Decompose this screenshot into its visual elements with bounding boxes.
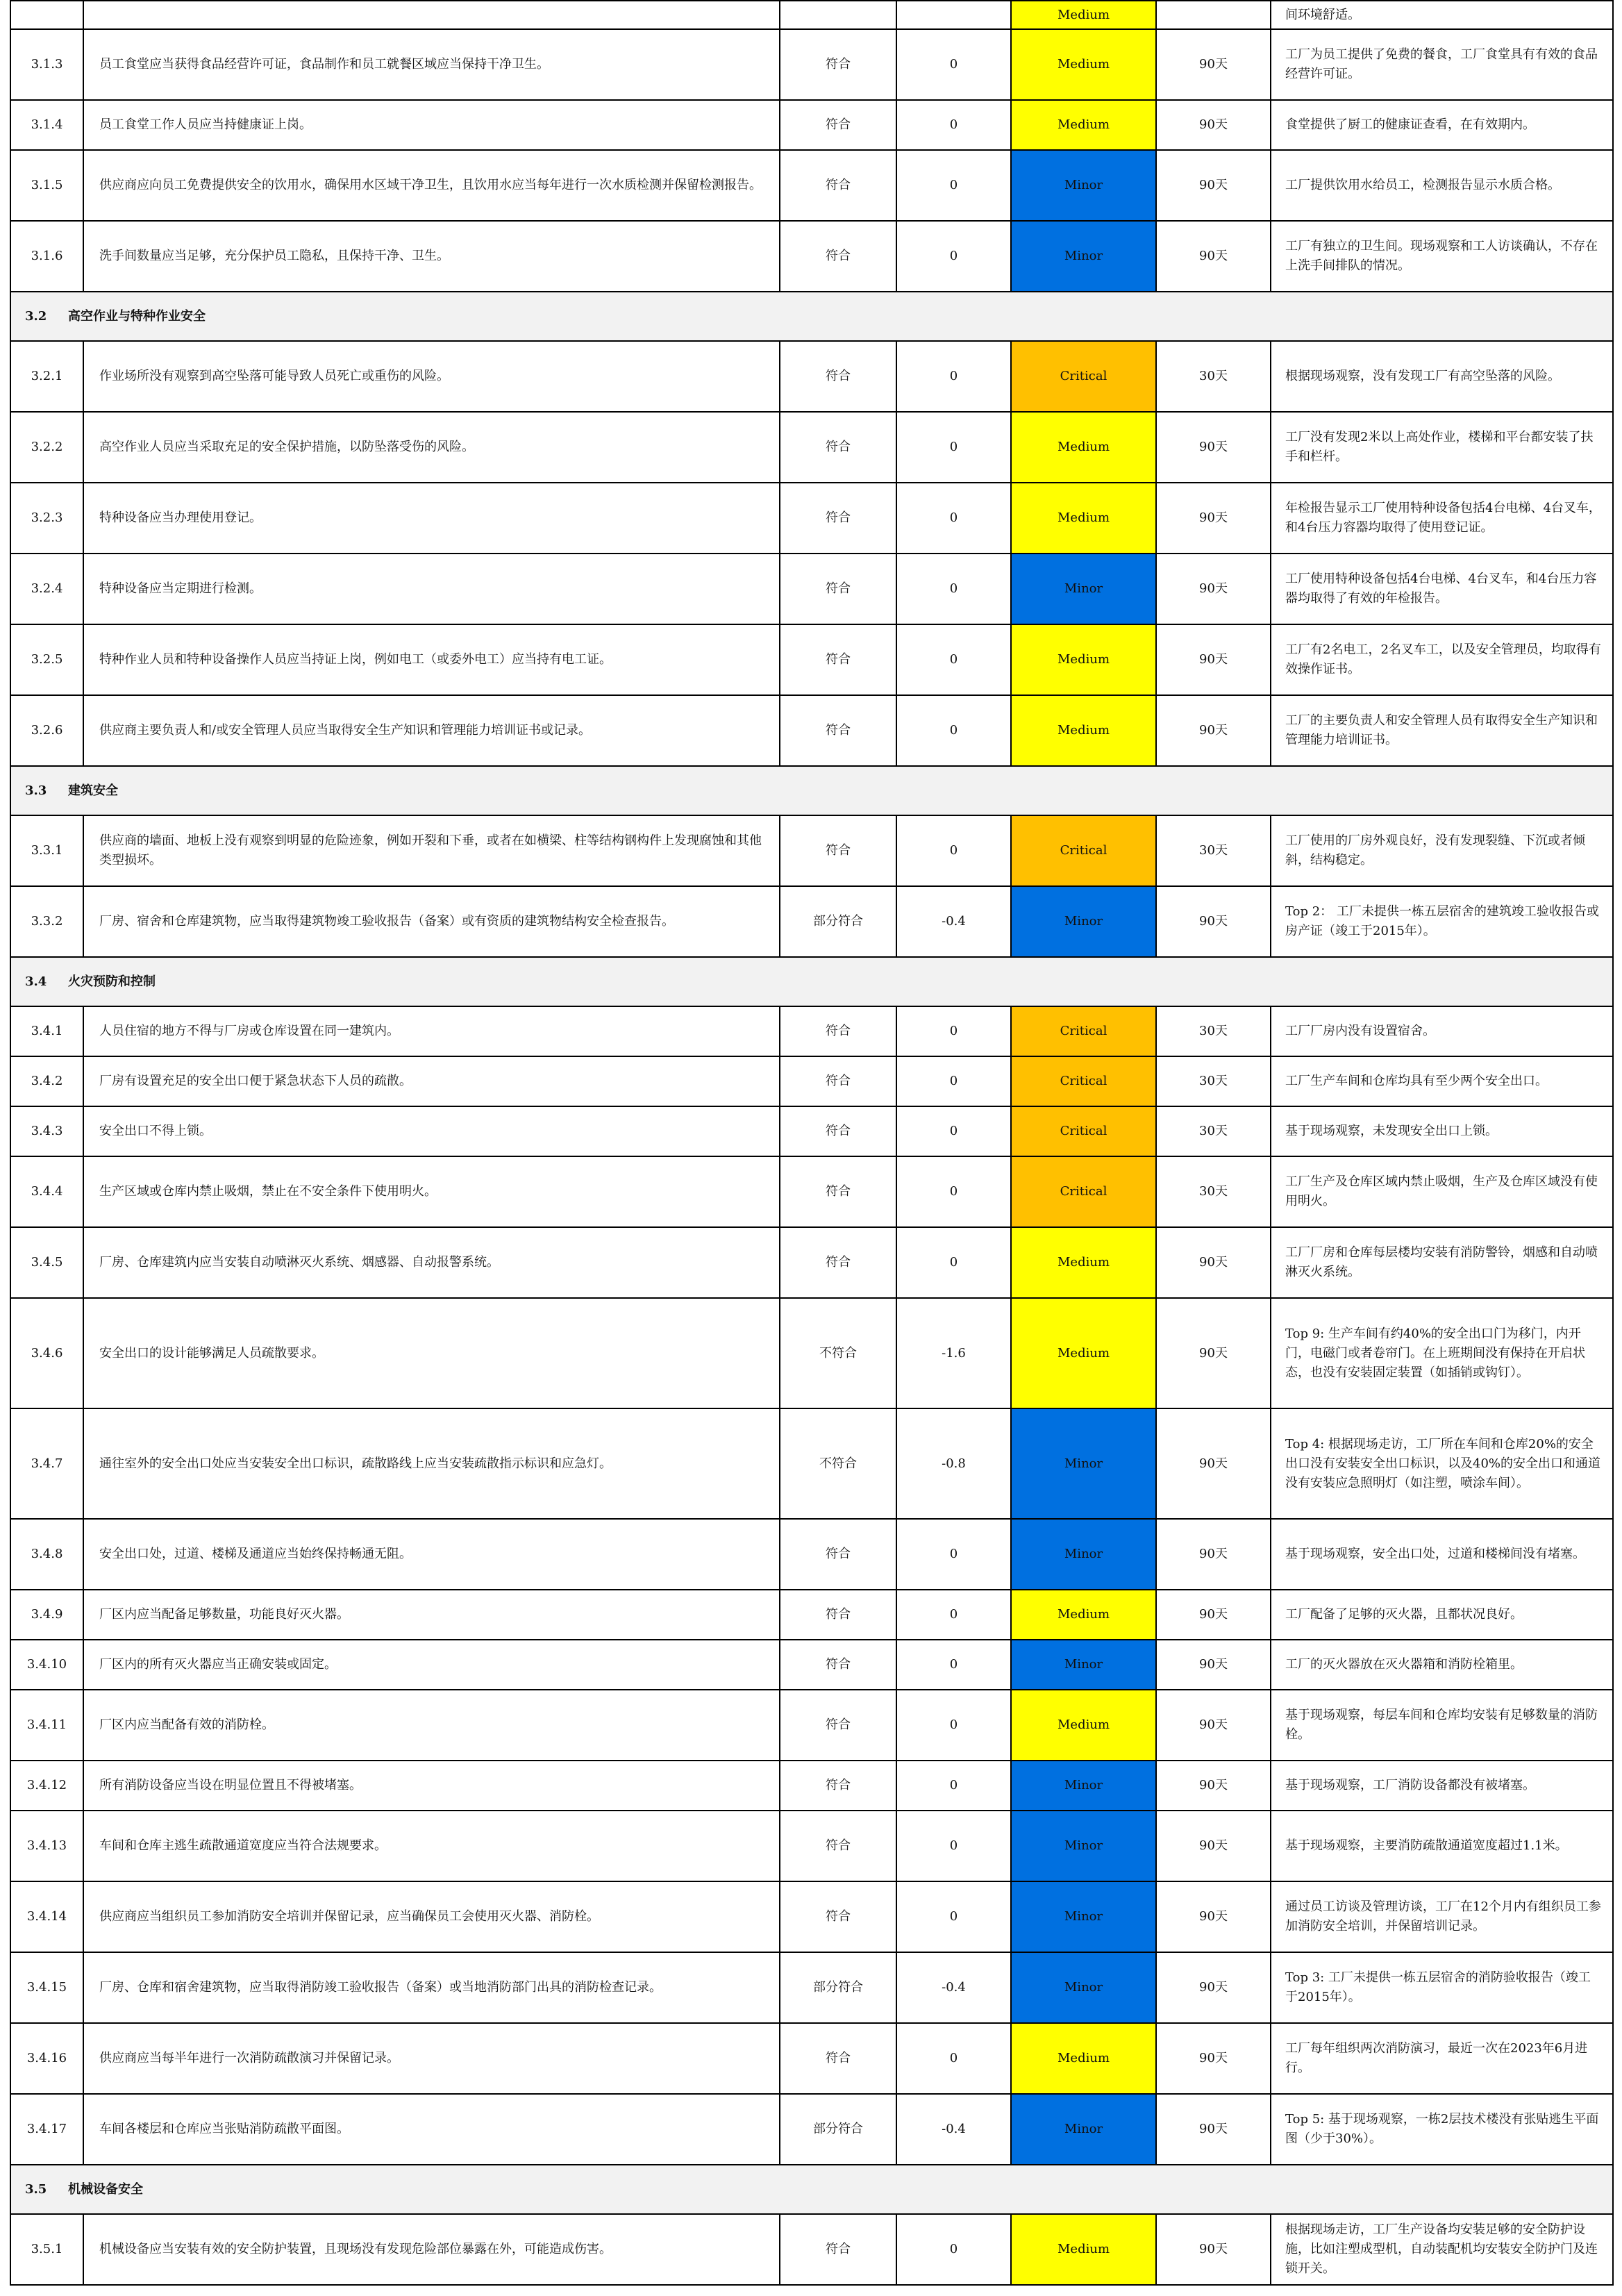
score-cell: 0 xyxy=(896,341,1011,412)
table-row xyxy=(10,1590,1613,1640)
severity-cell: Medium xyxy=(1011,2214,1156,2285)
remark-cell: 工厂生产车间和仓库均具有至少两个安全出口。 xyxy=(1271,1056,1613,1106)
remark-cell: 工厂使用的厂房外观良好，没有发现裂缝、下沉或者倾斜，结构稳定。 xyxy=(1271,815,1613,886)
deadline-cell: 90天 xyxy=(1156,221,1271,292)
severity-cell: Medium xyxy=(1011,100,1156,150)
table-row xyxy=(10,886,1613,957)
score-cell: -0.4 xyxy=(896,1952,1011,2023)
item-number: 3.4.9 xyxy=(10,1590,83,1640)
score-cell: -1.6 xyxy=(896,1298,1011,1408)
item-number: 3.5.1 xyxy=(10,2214,83,2285)
section-header-row xyxy=(10,766,1613,815)
requirement-cell: 特种设备应当办理使用登记。 xyxy=(83,483,780,554)
severity-cell: Medium xyxy=(1011,483,1156,554)
severity-cell: Critical xyxy=(1011,1006,1156,1056)
item-number: 3.2.2 xyxy=(10,412,83,483)
item-number: 3.2.6 xyxy=(10,695,83,766)
requirement-cell: 供应商的墙面、地板上没有观察到明显的危险迹象，例如开裂和下垂，或者在如横梁、柱等结构钢构件上发现腐蚀和其他类型损坏。 xyxy=(83,815,780,886)
table-row xyxy=(10,624,1613,695)
severity-cell: Minor xyxy=(1011,221,1156,292)
item-number: 3.1.4 xyxy=(10,100,83,150)
remark-cell: 工厂厂房内没有设置宿舍。 xyxy=(1271,1006,1613,1056)
table-row xyxy=(10,1056,1613,1106)
score-cell: 0 xyxy=(896,100,1011,150)
score-cell: 0 xyxy=(896,29,1011,100)
item-number: 3.2.1 xyxy=(10,341,83,412)
table-row xyxy=(10,150,1613,221)
deadline-cell: 30天 xyxy=(1156,1156,1271,1227)
score-cell xyxy=(896,1,1011,29)
requirement-cell: 生产区域或仓库内禁止吸烟，禁止在不安全条件下使用明火。 xyxy=(83,1156,780,1227)
requirement-cell: 厂房、仓库和宿舍建筑物，应当取得消防竣工验收报告（备案）或当地消防部门出具的消防检查记录。 xyxy=(83,1952,780,2023)
item-number: 3.2.4 xyxy=(10,554,83,624)
result-cell: 符合 xyxy=(780,221,896,292)
score-cell: 0 xyxy=(896,1761,1011,1811)
severity-cell: Medium xyxy=(1011,624,1156,695)
result-cell: 符合 xyxy=(780,1156,896,1227)
section-number: 3.5 xyxy=(25,2181,47,2197)
severity-cell: Minor xyxy=(1011,1952,1156,2023)
section-header xyxy=(10,957,1613,1006)
table-row xyxy=(10,2023,1613,2094)
table-row xyxy=(10,1156,1613,1227)
section-title: 火灾预防和控制 xyxy=(68,974,156,989)
score-cell: 0 xyxy=(896,1006,1011,1056)
severity-cell: Medium xyxy=(1011,1227,1156,1298)
requirement-cell: 所有消防设备应当设在明显位置且不得被堵塞。 xyxy=(83,1761,780,1811)
deadline-cell: 90天 xyxy=(1156,886,1271,957)
deadline-cell: 90天 xyxy=(1156,695,1271,766)
score-cell: -0.4 xyxy=(896,886,1011,957)
result-cell: 符合 xyxy=(780,1881,896,1952)
score-cell: 0 xyxy=(896,1590,1011,1640)
deadline-cell: 90天 xyxy=(1156,1761,1271,1811)
requirement-cell: 车间和仓库主逃生疏散通道宽度应当符合法规要求。 xyxy=(83,1811,780,1881)
table-row xyxy=(10,554,1613,624)
result-cell: 符合 xyxy=(780,624,896,695)
section-title: 建筑安全 xyxy=(68,783,118,798)
score-cell: 0 xyxy=(896,483,1011,554)
severity-cell: Medium xyxy=(1011,1298,1156,1408)
score-cell: 0 xyxy=(896,2214,1011,2285)
item-number: 3.1.5 xyxy=(10,150,83,221)
deadline-cell: 90天 xyxy=(1156,1640,1271,1690)
requirement-cell: 员工食堂工作人员应当持健康证上岗。 xyxy=(83,100,780,150)
severity-cell: Medium xyxy=(1011,695,1156,766)
table-row xyxy=(10,412,1613,483)
table-row xyxy=(10,1811,1613,1881)
deadline-cell: 90天 xyxy=(1156,1811,1271,1881)
deadline-cell: 90天 xyxy=(1156,1952,1271,2023)
audit-checklist-table xyxy=(10,0,1614,2286)
item-number: 3.2.5 xyxy=(10,624,83,695)
severity-cell: Minor xyxy=(1011,2094,1156,2165)
table-row xyxy=(10,1106,1613,1156)
result-cell: 符合 xyxy=(780,1811,896,1881)
item-number: 3.4.14 xyxy=(10,1881,83,1952)
result-cell: 符合 xyxy=(780,483,896,554)
audit-table-page xyxy=(10,0,1612,2286)
remark-cell: 基于现场观察，安全出口处，过道和楼梯间没有堵塞。 xyxy=(1271,1519,1613,1590)
section-number: 3.4 xyxy=(25,974,47,989)
deadline-cell: 30天 xyxy=(1156,1106,1271,1156)
section-header-row xyxy=(10,957,1613,1006)
table-row xyxy=(10,29,1613,100)
score-cell: 0 xyxy=(896,1640,1011,1690)
item-number: 3.4.10 xyxy=(10,1640,83,1690)
requirement-cell: 供应商主要负责人和/或安全管理人员应当取得安全生产知识和管理能力培训证书或记录。 xyxy=(83,695,780,766)
remark-cell: 工厂有2名电工，2名叉车工，以及安全管理员，均取得有效操作证书。 xyxy=(1271,624,1613,695)
item-number: 3.4.11 xyxy=(10,1690,83,1761)
table-row xyxy=(10,1690,1613,1761)
deadline-cell: 90天 xyxy=(1156,483,1271,554)
deadline-cell: 90天 xyxy=(1156,2023,1271,2094)
deadline-cell: 30天 xyxy=(1156,1006,1271,1056)
item-number: 3.4.7 xyxy=(10,1408,83,1519)
requirement-cell: 安全出口的设计能够满足人员疏散要求。 xyxy=(83,1298,780,1408)
result-cell: 符合 xyxy=(780,1761,896,1811)
remark-cell: 工厂的主要负责人和安全管理人员有取得安全生产知识和管理能力培训证书。 xyxy=(1271,695,1613,766)
table-row xyxy=(10,1519,1613,1590)
result-cell: 符合 xyxy=(780,29,896,100)
remark-cell: 工厂厂房和仓库每层楼均安装有消防警铃，烟感和自动喷淋灭火系统。 xyxy=(1271,1227,1613,1298)
requirement-cell: 高空作业人员应当采取充足的安全保护措施，以防坠落受伤的风险。 xyxy=(83,412,780,483)
result-cell: 符合 xyxy=(780,2023,896,2094)
score-cell: 0 xyxy=(896,695,1011,766)
requirement-cell: 特种作业人员和特种设备操作人员应当持证上岗，例如电工（或委外电工）应当持有电工证。 xyxy=(83,624,780,695)
severity-cell: Minor xyxy=(1011,150,1156,221)
remark-cell: Top 9: 生产车间有约40%的安全出口门为移门，内开门，电磁门或者卷帘门。在上班期间没有保持在开启状态，也没有安装固定装置（如插销或钩钉）。 xyxy=(1271,1298,1613,1408)
result-cell: 符合 xyxy=(780,1227,896,1298)
remark-cell: 根据现场观察，没有发现工厂有高空坠落的风险。 xyxy=(1271,341,1613,412)
deadline-cell: 90天 xyxy=(1156,624,1271,695)
table-row xyxy=(10,1640,1613,1690)
result-cell: 符合 xyxy=(780,2214,896,2285)
requirement-cell: 厂区内应当配备足够数量，功能良好灭火器。 xyxy=(83,1590,780,1640)
section-title: 高空作业与特种作业安全 xyxy=(68,308,206,324)
deadline-cell: 90天 xyxy=(1156,1519,1271,1590)
severity-cell: Minor xyxy=(1011,1881,1156,1952)
result-cell: 不符合 xyxy=(780,1408,896,1519)
requirement-cell: 通往室外的安全出口处应当安装安全出口标识，疏散路线上应当安装疏散指示标识和应急灯。 xyxy=(83,1408,780,1519)
requirement-cell: 洗手间数量应当足够，充分保护员工隐私，且保持干净、卫生。 xyxy=(83,221,780,292)
table-row xyxy=(10,1006,1613,1056)
score-cell: -0.8 xyxy=(896,1408,1011,1519)
table-row xyxy=(10,1881,1613,1952)
table-row xyxy=(10,483,1613,554)
item-number: 3.4.13 xyxy=(10,1811,83,1881)
requirement-cell: 供应商应当每半年进行一次消防疏散演习并保留记录。 xyxy=(83,2023,780,2094)
requirement-cell: 厂区内应当配备有效的消防栓。 xyxy=(83,1690,780,1761)
table-row xyxy=(10,1761,1613,1811)
table-row xyxy=(10,1952,1613,2023)
requirement-cell xyxy=(83,1,780,29)
item-number xyxy=(10,1,83,29)
deadline-cell: 90天 xyxy=(1156,1590,1271,1640)
score-cell: -0.4 xyxy=(896,2094,1011,2165)
score-cell: 0 xyxy=(896,412,1011,483)
result-cell: 符合 xyxy=(780,1519,896,1590)
item-number: 3.3.1 xyxy=(10,815,83,886)
deadline-cell: 90天 xyxy=(1156,2094,1271,2165)
section-header xyxy=(10,2165,1613,2214)
deadline-cell: 90天 xyxy=(1156,1298,1271,1408)
requirement-cell: 厂房、宿舍和仓库建筑物，应当取得建筑物竣工验收报告（备案）或有资质的建筑物结构安全检查报告。 xyxy=(83,886,780,957)
item-number: 3.4.3 xyxy=(10,1106,83,1156)
score-cell: 0 xyxy=(896,815,1011,886)
severity-cell: Critical xyxy=(1011,1156,1156,1227)
remark-cell: Top 5: 基于现场观察，一栋2层技术楼没有张贴逃生平面图（少于30%）。 xyxy=(1271,2094,1613,2165)
deadline-cell: 30天 xyxy=(1156,815,1271,886)
result-cell: 符合 xyxy=(780,412,896,483)
severity-cell: Minor xyxy=(1011,1519,1156,1590)
result-cell xyxy=(780,1,896,29)
table-row xyxy=(10,221,1613,292)
requirement-cell: 供应商应向员工免费提供安全的饮用水，确保用水区域干净卫生，且饮用水应当每年进行一次水质检测并保留检测报告。 xyxy=(83,150,780,221)
requirement-cell: 供应商应当组织员工参加消防安全培训并保留记录，应当确保员工会使用灭火器、消防栓。 xyxy=(83,1881,780,1952)
deadline-cell: 90天 xyxy=(1156,29,1271,100)
table-row xyxy=(10,1298,1613,1408)
deadline-cell: 90天 xyxy=(1156,412,1271,483)
score-cell: 0 xyxy=(896,624,1011,695)
severity-cell: Minor xyxy=(1011,1811,1156,1881)
remark-cell: Top 2： 工厂未提供一栋五层宿舍的建筑竣工验收报告或房产证（竣工于2015年）。 xyxy=(1271,886,1613,957)
item-number: 3.4.6 xyxy=(10,1298,83,1408)
score-cell: 0 xyxy=(896,150,1011,221)
score-cell: 0 xyxy=(896,554,1011,624)
remark-cell: 间环境舒适。 xyxy=(1271,1,1613,29)
result-cell: 符合 xyxy=(780,1006,896,1056)
requirement-cell: 员工食堂应当获得食品经营许可证，食品制作和员工就餐区域应当保持干净卫生。 xyxy=(83,29,780,100)
result-cell: 部分符合 xyxy=(780,2094,896,2165)
requirement-cell: 人员住宿的地方不得与厂房或仓库设置在同一建筑内。 xyxy=(83,1006,780,1056)
remark-cell: 基于现场观察，工厂消防设备都没有被堵塞。 xyxy=(1271,1761,1613,1811)
severity-cell: Critical xyxy=(1011,341,1156,412)
severity-cell: Minor xyxy=(1011,1408,1156,1519)
result-cell: 部分符合 xyxy=(780,886,896,957)
severity-cell: Minor xyxy=(1011,886,1156,957)
severity-cell: Medium xyxy=(1011,1,1156,29)
result-cell: 符合 xyxy=(780,1590,896,1640)
result-cell: 符合 xyxy=(780,150,896,221)
remark-cell: 工厂没有发现2米以上高处作业，楼梯和平台都安装了扶手和栏杆。 xyxy=(1271,412,1613,483)
table-row xyxy=(10,1,1613,29)
remark-cell: 工厂每年组织两次消防演习，最近一次在2023年6月进行。 xyxy=(1271,2023,1613,2094)
deadline-cell: 90天 xyxy=(1156,1408,1271,1519)
deadline-cell: 30天 xyxy=(1156,341,1271,412)
section-title: 机械设备安全 xyxy=(68,2181,143,2197)
section-header-row xyxy=(10,292,1613,341)
remark-cell: 根据现场走访，工厂生产设备均安装足够的安全防护设施，比如注塑成型机，自动装配机均安装安全防护门及连锁开关。 xyxy=(1271,2214,1613,2285)
remark-cell: 食堂提供了厨工的健康证查看，在有效期内。 xyxy=(1271,100,1613,150)
result-cell: 符合 xyxy=(780,341,896,412)
item-number: 3.1.6 xyxy=(10,221,83,292)
item-number: 3.4.17 xyxy=(10,2094,83,2165)
score-cell: 0 xyxy=(896,1056,1011,1106)
deadline-cell: 90天 xyxy=(1156,1881,1271,1952)
table-row xyxy=(10,695,1613,766)
score-cell: 0 xyxy=(896,1106,1011,1156)
table-row xyxy=(10,2094,1613,2165)
remark-cell: 工厂提供饮用水给员工，检测报告显示水质合格。 xyxy=(1271,150,1613,221)
score-cell: 0 xyxy=(896,1811,1011,1881)
result-cell: 部分符合 xyxy=(780,1952,896,2023)
table-row xyxy=(10,1227,1613,1298)
severity-cell: Medium xyxy=(1011,29,1156,100)
section-number: 3.3 xyxy=(25,783,47,798)
result-cell: 符合 xyxy=(780,1640,896,1690)
requirement-cell: 机械设备应当安装有效的安全防护装置，且现场没有发现危险部位暴露在外，可能造成伤害。 xyxy=(83,2214,780,2285)
result-cell: 符合 xyxy=(780,815,896,886)
severity-cell: Critical xyxy=(1011,815,1156,886)
score-cell: 0 xyxy=(896,1690,1011,1761)
score-cell: 0 xyxy=(896,1227,1011,1298)
deadline-cell: 90天 xyxy=(1156,100,1271,150)
deadline-cell: 90天 xyxy=(1156,554,1271,624)
score-cell: 0 xyxy=(896,1156,1011,1227)
section-header-row xyxy=(10,2165,1613,2214)
score-cell: 0 xyxy=(896,221,1011,292)
requirement-cell: 安全出口处，过道、楼梯及通道应当始终保持畅通无阻。 xyxy=(83,1519,780,1590)
table-row xyxy=(10,815,1613,886)
item-number: 3.4.8 xyxy=(10,1519,83,1590)
severity-cell: Medium xyxy=(1011,412,1156,483)
result-cell: 符合 xyxy=(780,1056,896,1106)
table-row xyxy=(10,1408,1613,1519)
requirement-cell: 厂区内的所有灭火器应当正确安装或固定。 xyxy=(83,1640,780,1690)
remark-cell: 工厂使用特种设备包括4台电梯、4台叉车，和4台压力容器均取得了有效的年检报告。 xyxy=(1271,554,1613,624)
severity-cell: Critical xyxy=(1011,1056,1156,1106)
item-number: 3.4.2 xyxy=(10,1056,83,1106)
severity-cell: Minor xyxy=(1011,554,1156,624)
requirement-cell: 车间各楼层和仓库应当张贴消防疏散平面图。 xyxy=(83,2094,780,2165)
table-row xyxy=(10,2214,1613,2285)
result-cell: 符合 xyxy=(780,100,896,150)
requirement-cell: 特种设备应当定期进行检测。 xyxy=(83,554,780,624)
result-cell: 不符合 xyxy=(780,1298,896,1408)
item-number: 3.4.1 xyxy=(10,1006,83,1056)
score-cell: 0 xyxy=(896,1881,1011,1952)
section-header xyxy=(10,766,1613,815)
requirement-cell: 作业场所没有观察到高空坠落可能导致人员死亡或重伤的风险。 xyxy=(83,341,780,412)
severity-cell: Critical xyxy=(1011,1106,1156,1156)
deadline-cell: 90天 xyxy=(1156,150,1271,221)
item-number: 3.1.3 xyxy=(10,29,83,100)
remark-cell: 通过员工访谈及管理访谈，工厂在12个月内有组织员工参加消防安全培训，并保留培训记录。 xyxy=(1271,1881,1613,1952)
remark-cell: Top 3: 工厂未提供一栋五层宿舍的消防验收报告（竣工于2015年）。 xyxy=(1271,1952,1613,2023)
deadline-cell: 90天 xyxy=(1156,1690,1271,1761)
score-cell: 0 xyxy=(896,2023,1011,2094)
remark-cell: 基于现场观察，主要消防疏散通道宽度超过1.1米。 xyxy=(1271,1811,1613,1881)
table-row xyxy=(10,341,1613,412)
result-cell: 符合 xyxy=(780,1690,896,1761)
item-number: 3.4.4 xyxy=(10,1156,83,1227)
remark-cell: 工厂有独立的卫生间。现场观察和工人访谈确认，不存在上洗手间排队的情况。 xyxy=(1271,221,1613,292)
item-number: 3.4.5 xyxy=(10,1227,83,1298)
remark-cell: 工厂为员工提供了免费的餐食，工厂食堂具有有效的食品经营许可证。 xyxy=(1271,29,1613,100)
severity-cell: Minor xyxy=(1011,1640,1156,1690)
deadline-cell: 30天 xyxy=(1156,1056,1271,1106)
item-number: 3.2.3 xyxy=(10,483,83,554)
item-number: 3.4.16 xyxy=(10,2023,83,2094)
severity-cell: Medium xyxy=(1011,1590,1156,1640)
remark-cell: 基于现场观察，未发现安全出口上锁。 xyxy=(1271,1106,1613,1156)
requirement-cell: 厂房有设置充足的安全出口便于紧急状态下人员的疏散。 xyxy=(83,1056,780,1106)
deadline-cell: 90天 xyxy=(1156,1227,1271,1298)
section-header xyxy=(10,292,1613,341)
section-number: 3.2 xyxy=(25,308,47,324)
item-number: 3.4.15 xyxy=(10,1952,83,2023)
severity-cell: Minor xyxy=(1011,1761,1156,1811)
remark-cell: Top 4: 根据现场走访，工厂所在车间和仓库20%的安全出口没有安装安全出口标识，以及40%的安全出口和通道没有安装应急照明灯（如注塑，喷涂车间）。 xyxy=(1271,1408,1613,1519)
severity-cell: Medium xyxy=(1011,2023,1156,2094)
result-cell: 符合 xyxy=(780,695,896,766)
severity-cell: Medium xyxy=(1011,1690,1156,1761)
item-number: 3.4.12 xyxy=(10,1761,83,1811)
score-cell: 0 xyxy=(896,1519,1011,1590)
item-number: 3.3.2 xyxy=(10,886,83,957)
result-cell: 符合 xyxy=(780,554,896,624)
remark-cell: 工厂生产及仓库区域内禁止吸烟，生产及仓库区域没有使用明火。 xyxy=(1271,1156,1613,1227)
table-row xyxy=(10,100,1613,150)
remark-cell: 工厂的灭火器放在灭火器箱和消防栓箱里。 xyxy=(1271,1640,1613,1690)
remark-cell: 工厂配备了足够的灭火器，且都状况良好。 xyxy=(1271,1590,1613,1640)
deadline-cell: 90天 xyxy=(1156,2214,1271,2285)
requirement-cell: 安全出口不得上锁。 xyxy=(83,1106,780,1156)
result-cell: 符合 xyxy=(780,1106,896,1156)
remark-cell: 基于现场观察，每层车间和仓库均安装有足够数量的消防栓。 xyxy=(1271,1690,1613,1761)
requirement-cell: 厂房、仓库建筑内应当安装自动喷淋灭火系统、烟感器、自动报警系统。 xyxy=(83,1227,780,1298)
remark-cell: 年检报告显示工厂使用特种设备包括4台电梯、4台叉车，和4台压力容器均取得了使用登记证。 xyxy=(1271,483,1613,554)
deadline-cell xyxy=(1156,1,1271,29)
